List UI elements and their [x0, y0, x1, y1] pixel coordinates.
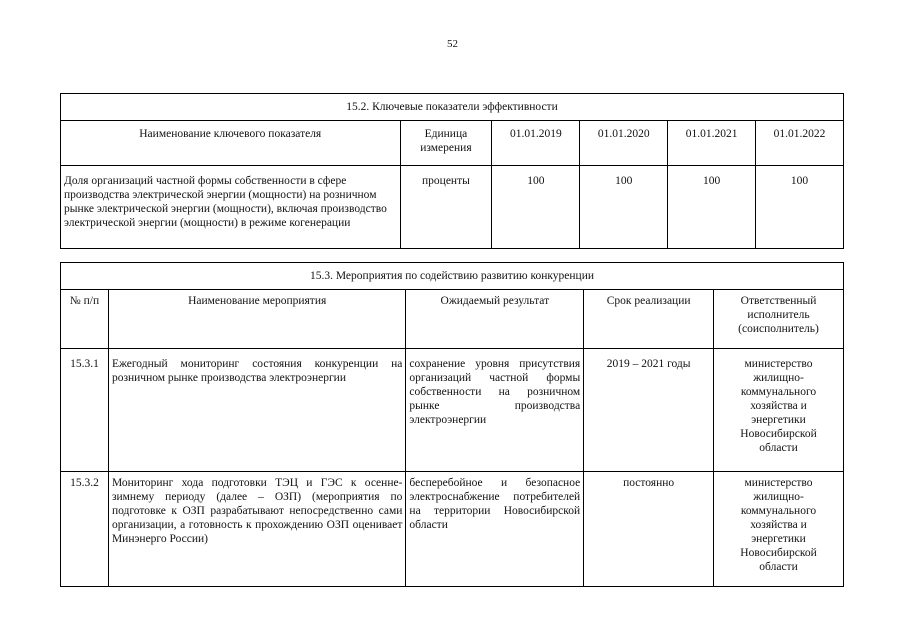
kpi-header-date: 01.01.2021 [668, 121, 756, 166]
measure-executor: министерство жилищно-коммунального хозяйства и энергетики Новосибирской области [714, 349, 844, 472]
table-row [61, 472, 844, 587]
page-number: 52 [447, 38, 458, 50]
measure-num: 15.3.2 [61, 472, 109, 587]
kpi-value: 100 [668, 166, 756, 249]
kpi-value: 100 [492, 166, 580, 249]
kpi-table [60, 93, 844, 249]
kpi-table-title: 15.2. Ключевые показатели эффективности [61, 94, 844, 121]
kpi-header-name: Наименование ключевого показателя [61, 121, 401, 166]
kpi-name: Доля организаций частной формы собственности в сфере производства электрической энергии (мощности) на розничном рынке электрической энергии (мощности), включая производство электрической энергии (мощности) в режиме когенерации [61, 166, 401, 249]
measure-result: сохранение уровня присутствия организаций частной формы собственности на розничном рынке производства электроэнергии [406, 349, 584, 472]
measure-name: Ежегодный мониторинг состояния конкуренции на розничном рынке производства электроэнергии [108, 349, 405, 472]
kpi-header-unit: Единица измерения [400, 121, 492, 166]
table-row [61, 349, 844, 472]
measure-term: 2019 – 2021 годы [584, 349, 714, 472]
measures-header-executor: Ответственный исполнитель (соисполнитель) [714, 290, 844, 349]
kpi-header-date: 01.01.2019 [492, 121, 580, 166]
measures-header-name: Наименование мероприятия [108, 290, 405, 349]
measures-header-term: Срок реализации [584, 290, 714, 349]
measure-num: 15.3.1 [61, 349, 109, 472]
measures-header-num: № п/п [61, 290, 109, 349]
measure-result: бесперебойное и безопасное электроснабжение потребителей на территории Новосибирской области [406, 472, 584, 587]
kpi-header-date: 01.01.2022 [756, 121, 844, 166]
measures-header-result: Ожидаемый результат [406, 290, 584, 349]
table-row [61, 166, 844, 249]
kpi-value: 100 [580, 166, 668, 249]
kpi-unit: проценты [400, 166, 492, 249]
measure-executor: министерство жилищно-коммунального хозяйства и энергетики Новосибирской области [714, 472, 844, 587]
measure-name: Мониторинг хода подготовки ТЭЦ и ГЭС к осенне-зимнему периоду (далее – ОЗП) (мероприятия по подготовке к ОЗП разрабатывают непосредственно сами организации, а готовность к прохождению ОЗП оценивает Минэнерго России) [108, 472, 405, 587]
kpi-header-date: 01.01.2020 [580, 121, 668, 166]
kpi-value: 100 [756, 166, 844, 249]
measure-term: постоянно [584, 472, 714, 587]
measures-table-title: 15.3. Мероприятия по содействию развитию конкуренции [61, 263, 844, 290]
measures-table [60, 262, 844, 587]
